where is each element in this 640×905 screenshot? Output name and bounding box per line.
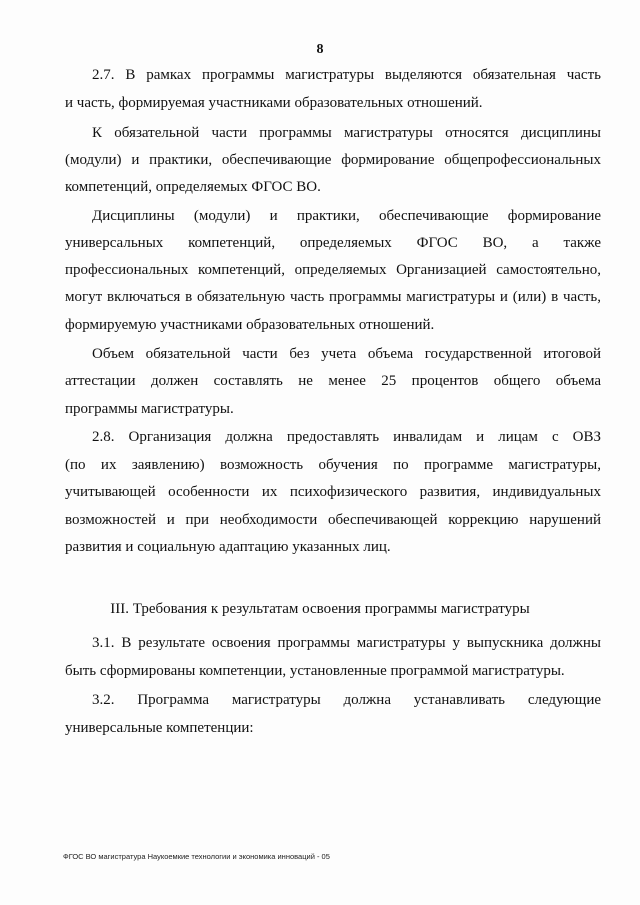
page-footer: ФГОС ВО магистратура Наукоемкие технологии и экономика инноваций - 05	[63, 852, 330, 861]
paragraph-disciplines-line-5: формируемую участниками образовательных отношений.	[65, 317, 435, 333]
paragraph-volume-line-3: программы магистратуры.	[65, 401, 234, 417]
page-number: 8	[316, 42, 324, 57]
paragraph-disciplines-line-3: профессиональных компетенций, определяемых Организацией самостоятельно,	[65, 262, 601, 278]
paragraph-2-8-line-5: развития и социальную адаптацию указанных лиц.	[65, 539, 391, 555]
paragraph-3-1-line-1: 3.1. В результате освоения программы магистратуры у выпускника должны	[92, 635, 601, 651]
paragraph-2-7-line-1: 2.7. В рамках программы магистратуры выделяются обязательная часть	[92, 67, 601, 83]
paragraph-disciplines-line-1: Дисциплины (модули) и практики, обеспечивающие формирование	[92, 208, 601, 224]
paragraph-disciplines-line-4: могут включаться в обязательную часть программы магистратуры и (или) в часть,	[65, 289, 601, 305]
paragraph-mandatory-line-2: (модули) и практики, обеспечивающие формирование общепрофессиональных	[65, 152, 601, 168]
paragraph-mandatory-line-1: К обязательной части программы магистратуры относятся дисциплины	[92, 125, 601, 141]
paragraph-2-8-line-2: (по их заявлению) возможность обучения по программе магистратуры,	[65, 457, 601, 473]
paragraph-2-8-line-1: 2.8. Организация должна предоставлять инвалидам и лицам с ОВЗ	[92, 429, 601, 445]
paragraph-volume-line-2: аттестации должен составлять не менее 25 процентов общего объема	[65, 373, 601, 389]
paragraph-2-8-line-4: возможностей и при необходимости обеспечивающей коррекцию нарушений	[65, 512, 601, 528]
paragraph-2-7-line-2: и часть, формируемая участниками образовательных отношений.	[65, 95, 483, 111]
section-heading: III. Требования к результатам освоения программы магистратуры	[110, 601, 530, 617]
paragraph-volume-line-1: Объем обязательной части без учета объема государственной итоговой	[92, 346, 601, 362]
paragraph-3-1-line-2: быть сформированы компетенции, установленные программой магистратуры.	[65, 663, 565, 679]
paragraph-3-2-line-1: 3.2. Программа магистратуры должна устанавливать следующие	[92, 692, 601, 708]
paragraph-2-8-line-3: учитывающей особенности их психофизического развития, индивидуальных	[65, 484, 601, 500]
paragraph-3-2-line-2: универсальные компетенции:	[65, 720, 254, 736]
paragraph-mandatory-line-3: компетенций, определяемых ФГОС ВО.	[65, 179, 321, 195]
paragraph-disciplines-line-2: универсальных компетенций, определяемых ФГОС ВО, а также	[65, 235, 601, 251]
